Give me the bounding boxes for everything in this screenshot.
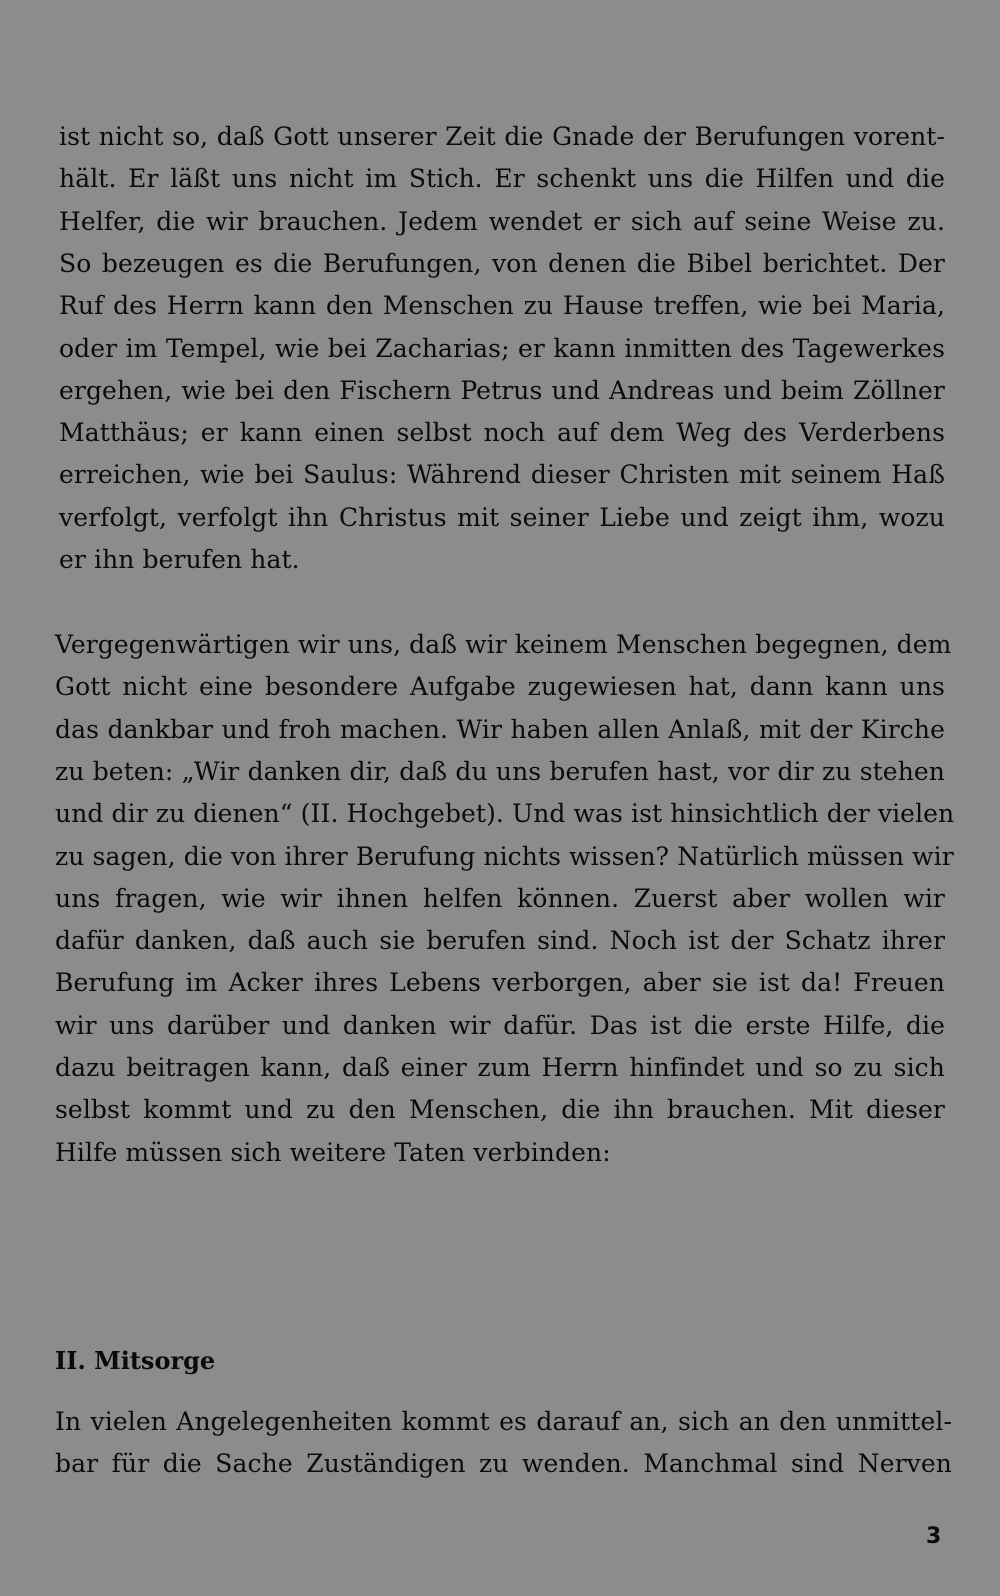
- text-line: oder im Tempel, wie bei Zacharias; er kann inmitten des Tagewerkes: [59, 334, 945, 363]
- text-line: erreichen, wie bei Saulus: Während dieser Christen mit seinem Haß: [59, 460, 945, 489]
- text-line: er ihn berufen hat.: [59, 545, 300, 574]
- text-line: verfolgt, verfolgt ihn Christus mit seiner Liebe und zeigt ihm, wozu: [59, 503, 945, 532]
- text-line: dazu beitragen kann, daß einer zum Herrn hinfindet und so zu sich: [55, 1053, 945, 1082]
- text-line: hält. Er läßt uns nicht im Stich. Er schenkt uns die Hilfen und die: [59, 164, 945, 193]
- page-number: 3: [926, 1524, 942, 1549]
- text-line: dafür danken, daß auch sie berufen sind. Noch ist der Schatz ihrer: [55, 926, 945, 955]
- text-line: So bezeugen es die Berufungen, von denen die Bibel berichtet. Der: [59, 249, 945, 278]
- text-line: wir uns darüber und danken wir dafür. Das ist die erste Hilfe, die: [55, 1011, 945, 1040]
- text-line: Hilfe müssen sich weitere Taten verbinden:: [55, 1138, 611, 1167]
- text-line: Helfer, die wir brauchen. Jedem wendet er sich auf seine Weise zu.: [59, 207, 945, 236]
- text-line: Ruf des Herrn kann den Menschen zu Hause treffen, wie bei Maria,: [59, 291, 945, 320]
- text-line: ergehen, wie bei den Fischern Petrus und Andreas und beim Zöllner: [59, 376, 945, 405]
- text-line: das dankbar und froh machen. Wir haben allen Anlaß, mit der Kirche: [55, 715, 945, 744]
- text-line: zu beten: „Wir danken dir, daß du uns berufen hast, vor dir zu stehen: [55, 757, 945, 786]
- text-line: uns fragen, wie wir ihnen helfen können. Zuerst aber wollen wir: [55, 884, 945, 913]
- text-line: bar für die Sache Zuständigen zu wenden. Manchmal sind Nerven: [55, 1449, 952, 1478]
- text-line: und dir zu dienen“ (II. Hochgebet). Und was ist hinsichtlich der vielen: [55, 799, 955, 828]
- text-line: selbst kommt und zu den Menschen, die ihn brauchen. Mit dieser: [55, 1095, 945, 1124]
- text-line: Berufung im Acker ihres Lebens verborgen, aber sie ist da! Freuen: [55, 968, 945, 997]
- text-line: Matthäus; er kann einen selbst noch auf dem Weg des Verderbens: [59, 418, 945, 447]
- section-heading: II. Mitsorge: [55, 1346, 216, 1375]
- text-line: zu sagen, die von ihrer Berufung nichts wissen? Natürlich müssen wir: [55, 842, 954, 871]
- text-line: ist nicht so, daß Gott unserer Zeit die Gnade der Berufungen vorent-: [59, 122, 945, 151]
- text-line: Gott nicht eine besondere Aufgabe zugewiesen hat, dann kann uns: [55, 672, 945, 701]
- text-line: Vergegenwärtigen wir uns, daß wir keinem Menschen begegnen, dem: [55, 630, 952, 659]
- text-line: In vielen Angelegenheiten kommt es darauf an, sich an den unmittel-: [55, 1407, 952, 1436]
